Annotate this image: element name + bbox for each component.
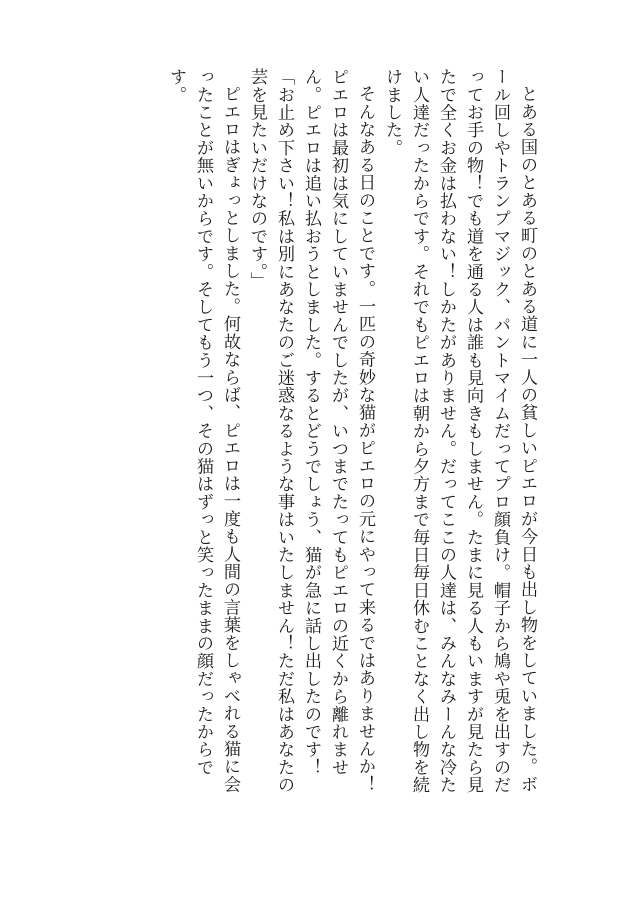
- paragraph-3: 「お止め下さい！私は別にあなたのご迷惑なるような事はいたしません！ただ私はあなたの芸を見たいだけなのです。」: [247, 68, 294, 794]
- paragraph-4: ピエロはぎょっとしました。何故ならば、ピエロは一度も人間の言葉をしゃべれる猫に会ったことが無いからです。そしてもう一つ、その猫はずっと笑ったままの顔だったからです。: [166, 68, 240, 794]
- paragraph-2: そんなある日のことです。一匹の奇妙な猫がピエロの元にやって来るではありませんか！ピエロは最初は気にしていませんでしたが、いつまでたってもピエロの近くから離れません。ピエロは追い払おうとしました。するとどうでしょう、猫が急に話し出したのです！: [301, 68, 375, 794]
- story-text: [162, 68, 540, 808]
- paragraph-1: とある国のとある町のとある道に一人の貧しいピエロが今日も出し物をしていました。ボール回しやトランプマジック、パントマイムだってプロ顔負け。帽子から鳩や兎を出すのだってお手の物！でも道を通る人は誰も見向きもしません。たまに見る人もいますが見たら見たで全くお金は払わない！しかたがありません。だってここの人達は、みんなみーんな冷たい人達だったからです。それでもピエロは朝から夕方まで毎日毎日休むことなく出し物を続けました。: [382, 68, 537, 794]
